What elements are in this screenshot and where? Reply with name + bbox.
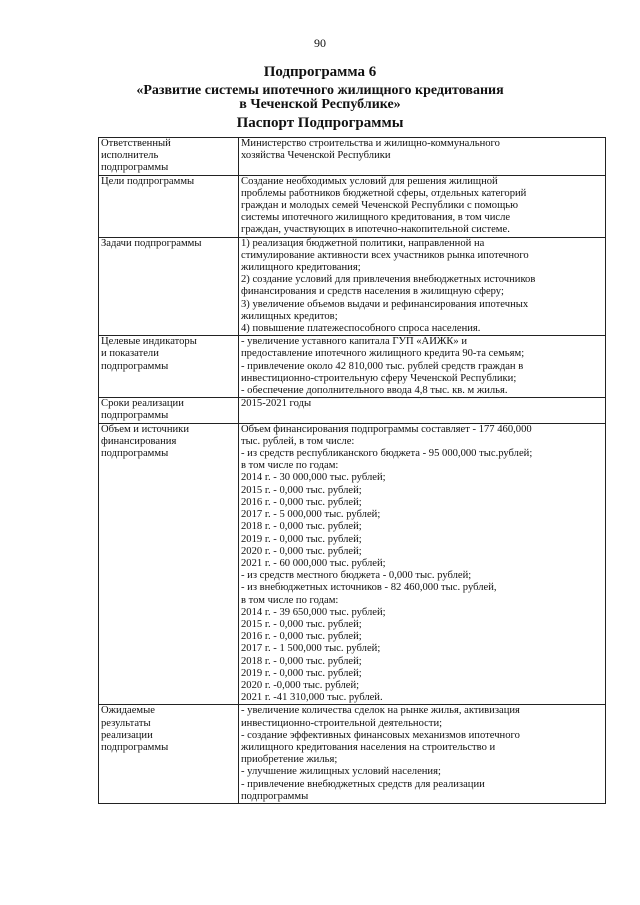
row-content-line: - привлечение внебюджетных средств для реализации [241, 778, 485, 790]
row-label-line: Целевые индикаторы [101, 336, 197, 348]
row-content-line: Министерство строительства и жилищно-коммунального [241, 138, 500, 149]
row-content-line: предоставление ипотечного жилищного кредита 90-та семьям; [241, 348, 525, 360]
row-content-line: - из внебюджетных источников - 82 460,000 тыс. рублей, [241, 582, 497, 594]
table-row [99, 423, 606, 705]
row-content-cell [239, 705, 606, 804]
row-label-line: финансирования [101, 435, 177, 447]
row-label-cell [99, 398, 239, 423]
row-content-line: - обеспечение дополнительного ввода 4,8 тыс. кв. м жилья. [241, 385, 508, 397]
row-content-line: граждан и молодых семей Чеченской Республики с помощью [241, 200, 518, 212]
row-content-line: - улучшение жилищных условий населения; [241, 766, 441, 778]
row-content-line: 2017 г. - 1 500,000 тыс. рублей; [241, 643, 381, 655]
row-content-line: - создание эффективных финансовых механизмов ипотечного [241, 729, 520, 741]
row-content-line: инвестиционно-строительной деятельности; [241, 717, 443, 729]
row-content-line: 2016 г. - 0,000 тыс. рублей; [241, 631, 362, 643]
row-content-line: жилищного кредитования; [241, 262, 361, 274]
table-row [99, 175, 606, 237]
row-content-line: 2018 г. - 0,000 тыс. рублей; [241, 655, 362, 667]
row-content-line: 2015 г. - 0,000 тыс. рублей; [241, 484, 362, 496]
table-row [99, 705, 606, 804]
table-row [99, 237, 606, 336]
row-label-line: подпрограммы [101, 162, 169, 174]
row-content-line: - из средств местного бюджета - 0,000 тыс. рублей; [241, 570, 472, 582]
row-content-line: 2020 г. -0,000 тыс. рублей; [241, 679, 360, 691]
row-content-line: 2021 г. - 60 000,000 тыс. рублей; [241, 557, 386, 569]
table-row [99, 336, 606, 398]
row-content-line: 2019 г. - 0,000 тыс. рублей; [241, 533, 362, 545]
row-content-line: 2) создание условий для привлечения внебюджетных источников [241, 274, 536, 286]
row-content-line: 1) реализация бюджетной политики, направленной на [241, 237, 485, 249]
subprogram-title-line-1: «Развитие системы ипотечного жилищного кредитования [136, 83, 504, 98]
subprogram-heading: Подпрограмма 6 [263, 64, 377, 80]
row-content-line: 2020 г. - 0,000 тыс. рублей; [241, 545, 362, 557]
row-content-line: 2019 г. - 0,000 тыс. рублей; [241, 667, 362, 679]
row-content-line: приобретение жилья; [241, 754, 338, 766]
row-content-line: тыс. рублей, в том числе: [241, 435, 355, 447]
row-content-cell [239, 336, 606, 398]
row-label-line: Ожидаемые [101, 705, 155, 717]
row-label-line: подпрограммы [101, 360, 169, 372]
row-content-line: - привлечение около 42 810,000 тыс. рублей средств граждан в [241, 360, 524, 372]
table-row [99, 138, 606, 176]
row-label-line: подпрограммы [101, 741, 169, 753]
row-label-line: результаты [101, 717, 151, 729]
page-number: 90 [314, 36, 326, 50]
row-content-line: 2014 г. - 39 650,000 тыс. рублей; [241, 606, 386, 618]
row-content-line: хозяйства Чеченской Республики [241, 150, 391, 162]
passport-heading: Паспорт Подпрограммы [236, 115, 404, 131]
row-content-line: жилищных кредитов; [241, 310, 338, 322]
row-content-line: подпрограммы [241, 790, 309, 802]
row-content-cell [239, 398, 606, 423]
row-label-cell [99, 138, 239, 176]
row-content-line: 2018 г. - 0,000 тыс. рублей; [241, 521, 362, 533]
row-label-line: реализации [101, 729, 153, 741]
row-label-cell [99, 237, 239, 336]
row-content-line: финансирования и средств населения в жилищную сферу; [241, 286, 504, 298]
row-content-cell [239, 237, 606, 336]
table-row [99, 398, 606, 423]
row-content-line: инвестиционно-строительную сферу Чеченской Республики; [241, 372, 517, 384]
row-content-line: 2015-2021 годы [241, 398, 312, 410]
row-content-line: 2021 г. -41 310,000 тыс. рублей. [241, 692, 383, 704]
row-content-line: 4) повышение платежеспособного спроса населения. [241, 323, 481, 335]
row-content-line: 3) увеличение объемов выдачи и рефинансирования ипотечных [241, 298, 529, 310]
row-content-line: 2016 г. - 0,000 тыс. рублей; [241, 496, 362, 508]
row-content-cell [239, 423, 606, 705]
row-label-line: исполнитель [101, 150, 159, 162]
passport-table [98, 137, 606, 804]
row-content-cell [239, 138, 606, 176]
row-label-cell [99, 336, 239, 398]
row-content-line: стимулирование активности всех участников рынка ипотечного [241, 249, 529, 261]
row-content-line: - из средств республиканского бюджета - 95 000,000 тыс.рублей; [241, 448, 533, 460]
row-content-line: 2017 г. - 5 000,000 тыс. рублей; [241, 509, 381, 521]
row-label-line: Задачи подпрограммы [101, 237, 202, 249]
row-label-line: Объем и источники [101, 423, 189, 435]
row-content-line: в том числе по годам: [241, 594, 339, 606]
row-content-line: Создание необходимых условий для решения жилищной [241, 175, 498, 187]
row-content-line: 2015 г. - 0,000 тыс. рублей; [241, 618, 362, 630]
row-label-line: Ответственный [101, 138, 171, 149]
row-label-line: Сроки реализации [101, 398, 184, 410]
row-content-line: 2014 г. - 30 000,000 тыс. рублей; [241, 472, 386, 484]
row-content-line: граждан, участвующих в ипотечно-накопительной системе. [241, 224, 510, 236]
row-content-line: проблемы работников бюджетной сферы, отдельных категорий [241, 187, 527, 199]
row-content-line: - увеличение количества сделок на рынке жилья, активизация [241, 705, 520, 717]
row-content-line: Объем финансирования подпрограммы составляет - 177 460,000 [241, 423, 532, 435]
subprogram-title-line-2: в Чеченской Республике» [239, 97, 401, 112]
row-label-cell [99, 705, 239, 804]
row-content-line: системы ипотечного жилищного кредитования, в том числе [241, 212, 511, 224]
row-content-cell [239, 175, 606, 237]
subprogram-title [0, 84, 640, 112]
row-label-cell [99, 175, 239, 237]
row-label-line: подпрограммы [101, 448, 169, 460]
row-label-line: подпрограммы [101, 410, 169, 422]
row-label-line: Цели подпрограммы [101, 175, 195, 187]
row-content-line: - увеличение уставного капитала ГУП «АИЖК» и [241, 336, 468, 348]
row-label-line: и показатели [101, 348, 159, 360]
row-label-cell [99, 423, 239, 705]
row-content-line: жилищного кредитования населения на строительство и [241, 741, 496, 753]
row-content-line: в том числе по годам: [241, 460, 339, 472]
